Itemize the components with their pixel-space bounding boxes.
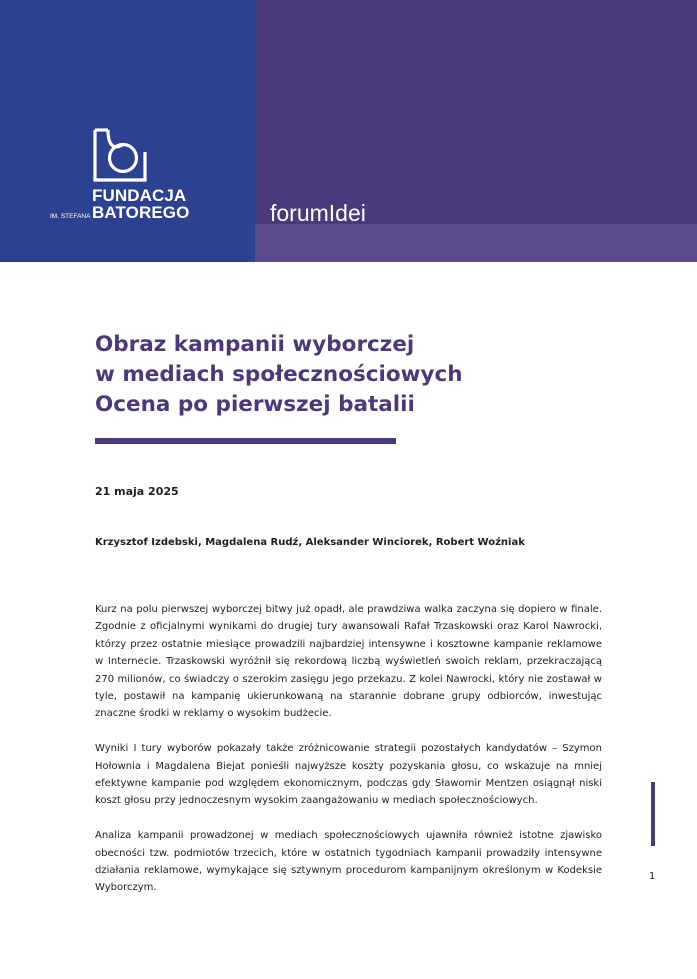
authors-list: Krzysztof Izdebski, Magdalena Rudź, Aleksander Winciorek, Robert Woźniak — [95, 537, 525, 548]
title-line-2: w mediach społecznościowych — [95, 362, 463, 387]
cover-header — [0, 0, 697, 262]
forum-logo-part2: Idei — [328, 200, 366, 226]
paragraph-1: Kurz na polu pierwszej wyborczej bitwy już opadł, ale prawdziwa walka zaczyna się dopiero w finale. Zgodnie z oficjalnymi wynikami do drugiej tury awansowali Rafał Trzaskowski oraz Karol Nawrocki, którzy przez ostatnie miesiące prowadzili najbardziej intensywne i kosztowne kampanie reklamowe w Internecie. Trzaskowski wyróżnił się rekordową liczbą wyświetleń swoich reklam, przekraczającą 270 milionów, co świadczy o szerokim zasięgu jego przekazu. Z kolei Nawrocki, który nie zostawał w tyle, postawił na kampanię ukierunkowaną na starannie dobrane grupy odbiorców, inwestując znaczne środki w reklamy o wysokim budżecie. — [95, 604, 602, 720]
foundation-name-line1: FUNDACJA — [92, 186, 187, 205]
page-number: 1 — [649, 871, 656, 882]
header-band — [255, 224, 697, 262]
title-line-1: Obraz kampanii wyborczej — [95, 332, 415, 357]
paragraph-3: Analiza kampanii prowadzonej w mediach społecznościowych ujawniła również istotne zjawisko obecności tzw. podmiotów trzecich, które w ostatnich tygodniach kampanii prowadziły intensywne działania reklamowe, wymykające się sztywnym procedurom kampanijnym określonym w Kodeksie Wyborczym. — [95, 830, 602, 894]
title-underline — [95, 438, 396, 444]
foundation-small-text: IM. STEFANA — [50, 213, 91, 220]
side-accent-bar — [651, 782, 655, 846]
foundation-logo-icon — [92, 128, 148, 184]
foundation-name — [92, 187, 189, 221]
document-title — [95, 330, 615, 420]
forum-idei-logo — [270, 198, 366, 228]
foundation-name-line2: BATOREGO — [92, 203, 190, 222]
body-text — [95, 601, 602, 914]
paragraph-2: Wyniki I tury wyborów pokazały także zróżnicowanie strategii pozostałych kandydatów – Szymon Hołownia i Magdalena Biejat ponieśli najwyższe koszty pozyskania głosu, co wskazuje na mniej efektywne kampanie pod względem ekonomicznym, podczas gdy Sławomir Mentzen osiągnął niski koszt głosu przy jednoczesnym wysokim zaangażowaniu w mediach społecznościowych. — [95, 743, 602, 807]
publication-date: 21 maja 2025 — [95, 485, 179, 498]
title-line-3: Ocena po pierwszej batalii — [95, 392, 415, 417]
forum-logo-part1: forum — [270, 200, 329, 226]
